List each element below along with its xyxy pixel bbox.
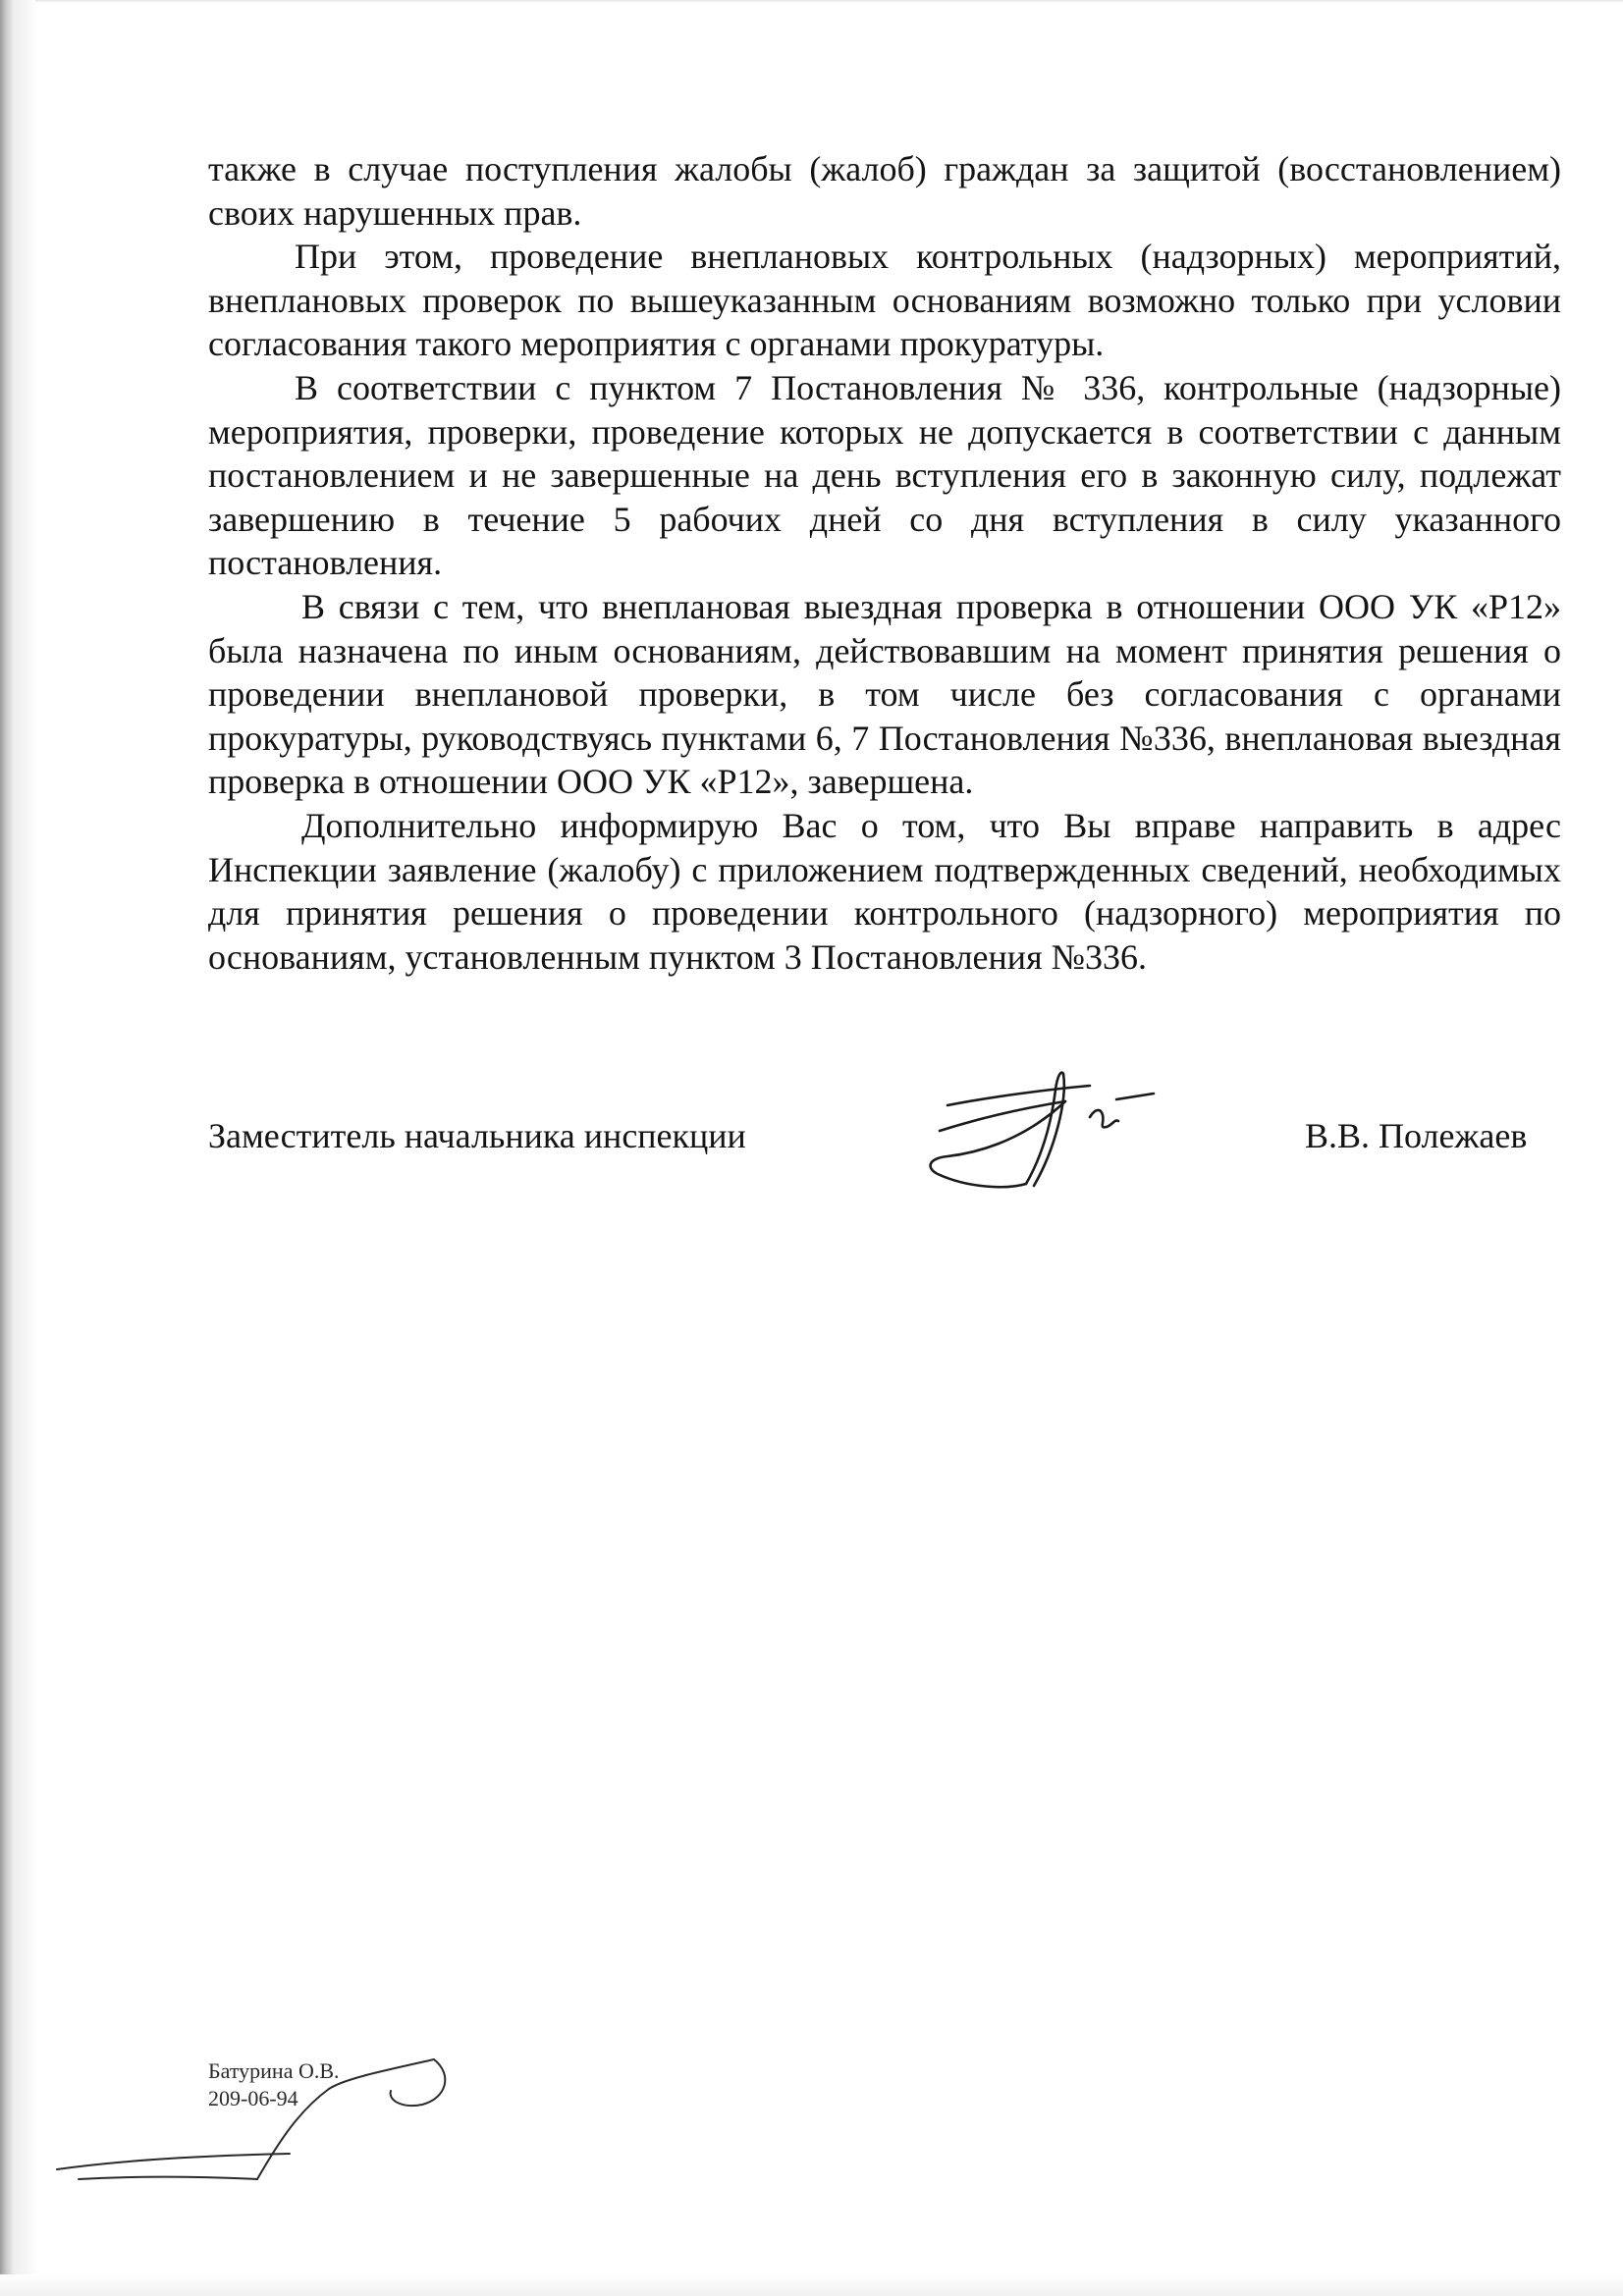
paragraph-inspection-completed: В связи с тем, что внеплановая выездная проверка в отношении ООО УК «Р12» была назначена по иным основаниям, действовавшим на момент принятия решения о проведении внеплановой проверки, в том числе без согласования с органами прокуратуры, руководствуясь пунктами 6, 7 Постановления №336, внеплановая выездная проверка в отношении ООО УК «Р12», завершена. bbox=[208, 586, 1561, 802]
letter-body bbox=[208, 147, 1561, 979]
scan-top-edge bbox=[35, 0, 1623, 3]
scan-left-edge bbox=[0, 0, 39, 2296]
handwritten-signature bbox=[918, 1060, 1173, 1237]
handwritten-initials-mark bbox=[49, 2032, 461, 2189]
paragraph-prosecutor-approval: При этом, проведение внеплановых контрольных (надзорных) мероприятий, внеплановых проверок по вышеуказанным основаниям возможно только при условии согласования такого мероприятия с органами прокуратуры. bbox=[208, 237, 1561, 364]
executor-phone: 209-06-94 bbox=[208, 2086, 298, 2110]
signatory-name: В.В. Полежаев bbox=[1305, 1116, 1528, 1155]
executor-name: Батурина О.В. bbox=[208, 2058, 340, 2083]
paragraph-additional-info: Дополнительно информирую Вас о том, что Вы вправе направить в адрес Инспекции заявление (жалобу) с приложением подтвержденных сведений, необходимых для принятия решения о проведении контрольного (надзорного) мероприятия по основаниям, установленным пунктом 3 Постановления №336. bbox=[208, 805, 1561, 977]
paragraph-clause-7: В соответствии с пунктом 7 Постановления № 336, контрольные (надзорные) мероприятия, проверки, проведение которых не допускается в соответствии с данным постановлением и не завершенные на день вступления его в законную силу, подлежат завершению в течение 5 рабочих дней со дня вступления в силу указанного постановления. bbox=[208, 367, 1561, 583]
signatory-position: Заместитель начальника инспекции bbox=[208, 1116, 746, 1155]
scan-bottom-edge bbox=[0, 2274, 1623, 2296]
paragraph-continuation: также в случае поступления жалобы (жалоб) граждан за защитой (восстановлением) своих нарушенных прав. bbox=[208, 149, 1561, 233]
